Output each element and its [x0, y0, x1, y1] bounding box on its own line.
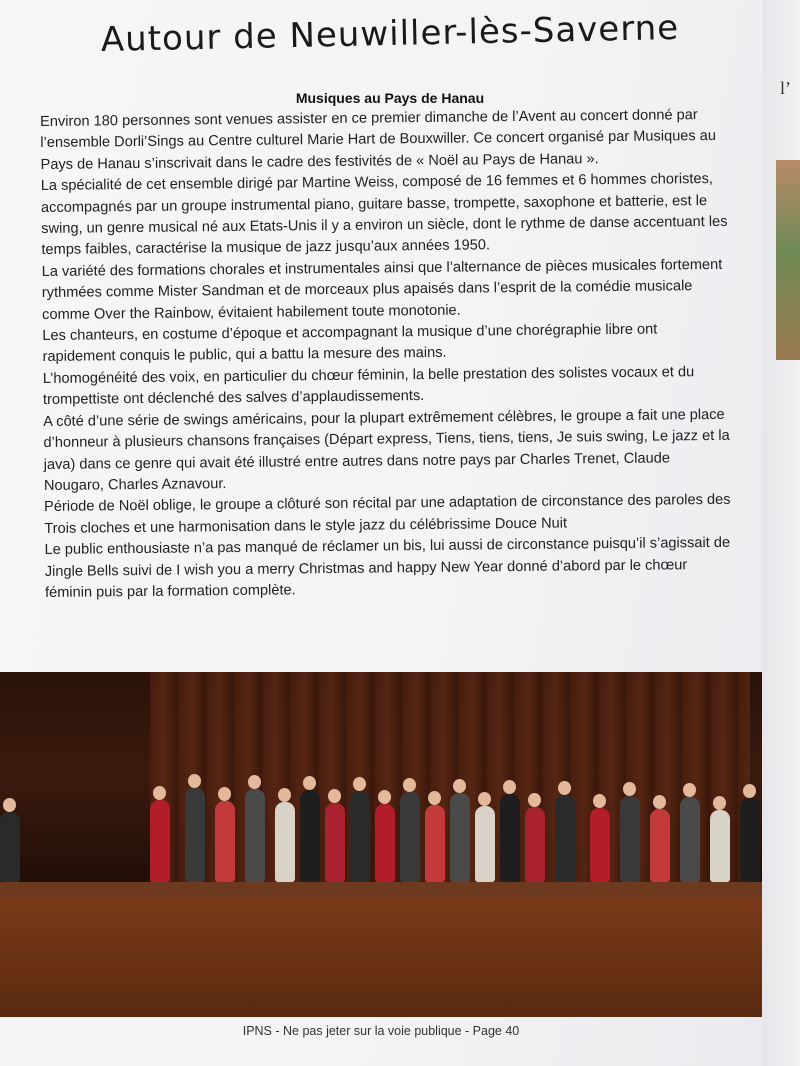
singer-figure	[620, 796, 640, 882]
singer-figure	[0, 812, 20, 882]
singer-figure	[375, 804, 395, 882]
singer-figure	[350, 791, 370, 882]
next-page-photo-thumb	[776, 160, 800, 360]
singer-head	[378, 790, 391, 804]
singer-figure	[525, 807, 545, 882]
singer-figure	[185, 788, 205, 882]
singer-figure	[275, 802, 295, 882]
singer-figure	[245, 789, 265, 882]
singer-head	[453, 779, 466, 793]
article-paragraph: Période de Noël oblige, le groupe a clôturé son récital par une adaptation de circonstance des paroles des Trois cloches et une harmonisation dans le style jazz du célébrissime Douce Nuit	[44, 492, 731, 537]
article-paragraph: La spécialité de cet ensemble dirigé par Martine Weiss, composé de 16 femmes et 6 hommes choristes, accompagnés par un groupe instrumental piano, guitare basse, trompette, saxophone et batterie, est le swing, un genre musical né aux Etats-Unis il y a environ un siècle, dont le rythme de danse accentuant les temps faibles, caractérise la musique de jazz jusqu’aux années 1950.	[40, 171, 728, 259]
singer-figure	[710, 810, 730, 882]
singer-figure	[400, 792, 420, 882]
singer-figure	[590, 808, 610, 882]
singer-head	[3, 798, 16, 812]
singer-head	[653, 795, 666, 809]
article-paragraph: L’homogénéité des voix, en particulier du chœur féminin, la belle prestation des solistes vocaux et du trompettiste ont déclenché des salves d’applaudissements.	[42, 364, 695, 409]
singer-figure	[450, 793, 470, 882]
singer-figure	[475, 806, 495, 882]
article-paragraph: Environ 180 personnes sont venues assister en ce premier dimanche de l’Avent au concert donné par l’ensemble Dorli’Sings au Centre culturel Marie Hart de Bouxwiller. Ce concert organisé par Musiques au Pays de Hanau s’inscrivait dans le cadre des festivités de « Noël au Pays de Hanau ».	[40, 107, 717, 173]
singer-head	[153, 786, 166, 800]
stage-edge	[0, 882, 768, 898]
singer-head	[403, 778, 416, 792]
singer-head	[218, 787, 231, 801]
stage-front	[0, 898, 768, 1017]
singer-head	[278, 788, 291, 802]
singer-figure	[500, 794, 520, 882]
singer-figure	[555, 795, 575, 882]
next-page-fragment: l’	[780, 78, 791, 98]
singer-figure	[150, 800, 170, 882]
singer-figure	[325, 803, 345, 882]
singer-head	[428, 791, 441, 805]
singer-figure	[650, 809, 670, 882]
singer-head	[188, 774, 201, 788]
page-title: Autour de Neuwiller-lès-Saverne	[100, 7, 680, 61]
singer-head	[248, 775, 261, 789]
singer-head	[503, 780, 516, 794]
next-page-edge	[762, 0, 800, 1066]
singer-head	[593, 794, 606, 808]
singer-figure	[300, 790, 320, 882]
singer-head	[558, 781, 571, 795]
singer-figure	[425, 805, 445, 882]
singer-figure	[680, 797, 700, 882]
article-body	[40, 105, 735, 605]
article-paragraph: La variété des formations chorales et instrumentales ainsi que l’alternance de pièces musicales fortement rythmées comme Mister Sandman et de morceaux plus apaisés dans l’esprit de la comédie musicale comme Over the Rainbow, évitaient habilement toute monotonie.	[41, 256, 723, 323]
article-subtitle: Musiques au Pays de Hanau	[295, 90, 485, 106]
singer-head	[478, 792, 491, 806]
concert-photo	[0, 672, 768, 1017]
singer-head	[623, 782, 636, 796]
singer-figure	[215, 801, 235, 882]
article-paragraph: A côté d’une série de swings américains, pour la plupart extrêmement célèbres, le groupe a fait une place d’honneur à plusieurs chansons françaises (Départ express, Tiens, tiens, tiens, Je suis swing, Le jazz et la java) dans ce genre qui avait été illustré entre autres dans notre pays par Charles Trenet, Claude Nougaro, Charles Aznavour.	[43, 406, 730, 494]
singer-head	[353, 777, 366, 791]
singer-head	[683, 783, 696, 797]
article-paragraph: Le public enthousiaste n’a pas manqué de réclamer un bis, lui aussi de circonstance puisqu’il s’agissait de Jingle Bells suivi de I wish you a merry Christmas and happy New Year donné d’abord par le chœur féminin puis par la formation complète.	[44, 534, 731, 601]
page-footer: IPNS - Ne pas jeter sur la voie publique - Page 40	[242, 1024, 520, 1038]
singer-head	[713, 796, 726, 810]
singer-head	[303, 776, 316, 790]
singer-figure	[740, 798, 760, 882]
singer-head	[528, 793, 541, 807]
singer-head	[743, 784, 756, 798]
article-paragraph: Les chanteurs, en costume d’époque et accompagnant la musique d’une chorégraphie libre ont rapidement conquis le public, qui a battu la mesure des mains.	[42, 321, 658, 366]
singer-head	[328, 789, 341, 803]
